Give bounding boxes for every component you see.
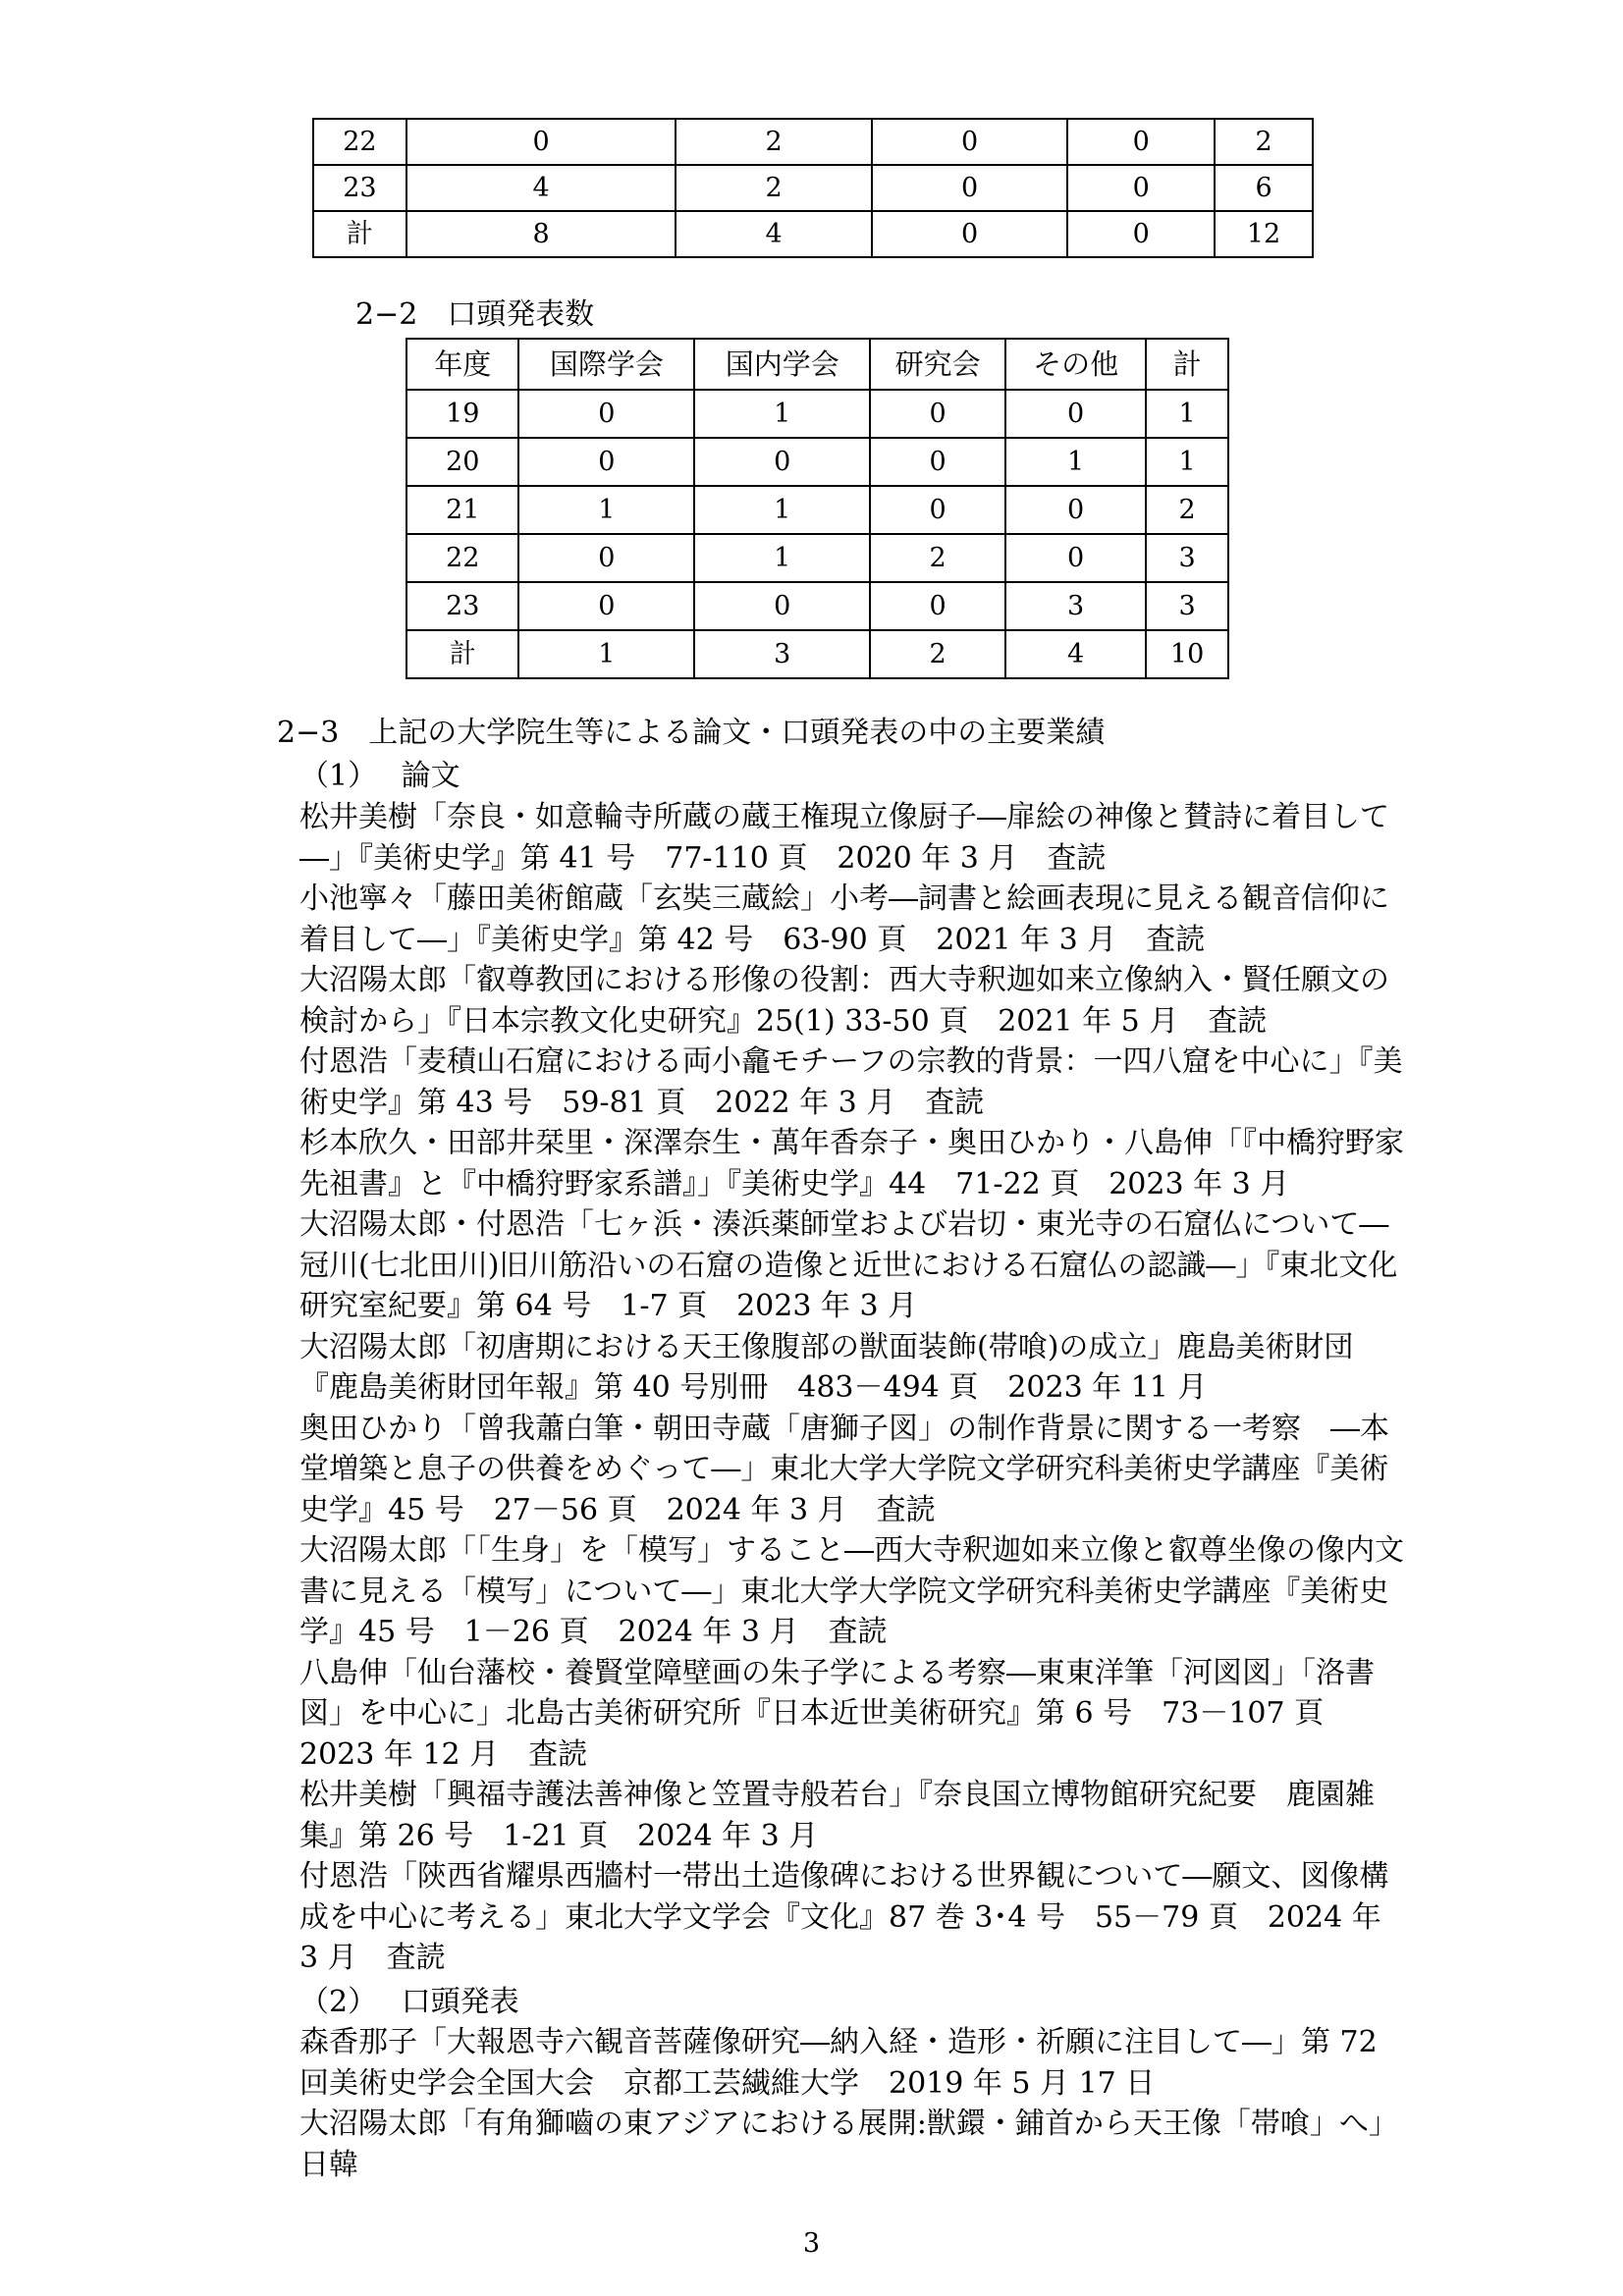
table-cell: 8	[406, 211, 676, 257]
table-cell: 22	[313, 119, 406, 165]
list-item: 大沼陽太郎「有角獅嚙の東アジアにおける展開:獣鐶・鋪首から天王像「帯喰」へ」 日韓	[299, 2107, 1413, 2182]
table-cell: 3	[1146, 582, 1228, 630]
table-cell: 12	[1215, 211, 1313, 257]
table-cell: 23	[313, 165, 406, 211]
list-item: 付恩浩「陝西省耀県西牆村一帯出土造像碑における世界観について―願文、図像構成を中心に考える」東北大学文学会『文化』87 巻 3･4 号 55－79 頁 2024 年 3 月 査読	[299, 1859, 1389, 1975]
table-row	[313, 119, 1313, 165]
table-header-cell: 計	[1146, 339, 1228, 390]
table-cell: 0	[872, 165, 1068, 211]
table-cell: 4	[406, 165, 676, 211]
table-cell: 2	[676, 165, 872, 211]
table-cell: 0	[870, 582, 1005, 630]
table-cell: 0	[870, 486, 1005, 534]
table-row	[406, 534, 1228, 582]
list-item: 大沼陽太郎「初唐期における天王像腹部の獣面装飾(帯喰)の成立」鹿島美術財団『鹿島美術財団年報』第 40 号別冊 483－494 頁 2023 年 11 月	[299, 1329, 1354, 1405]
list-item: 大沼陽太郎・付恩浩「七ヶ浜・湊浜薬師堂および岩切・東光寺の石窟仏について―冠川(七北田川)旧川筋沿いの石窟の造像と近世における石窟仏の認識―」『東北文化研究室紀要』第 64 号 1-7 頁 2023 年 3 月	[299, 1207, 1398, 1323]
table-cell: 1	[1005, 438, 1146, 486]
table-cell: 1	[694, 486, 870, 534]
table-row	[406, 390, 1228, 438]
oral-list	[299, 2022, 1413, 2185]
table-cell: 0	[406, 119, 676, 165]
papers-subheading: （1） 論文	[299, 759, 460, 793]
table-cell: 計	[406, 630, 518, 678]
table-cell: 0	[1005, 534, 1146, 582]
papers-list	[299, 797, 1409, 1979]
table-cell: 0	[1067, 119, 1215, 165]
table-cell: 1	[518, 486, 694, 534]
table-cell: 19	[406, 390, 518, 438]
page-number: 3	[802, 2228, 821, 2259]
table-header-cell: 国際学会	[518, 339, 694, 390]
table-cell: 0	[870, 390, 1005, 438]
list-item: 松井美樹「奈良・如意輪寺所蔵の蔵王権現立像厨子―扉絵の神像と賛詩に着目して―」『美術史学』第 41 号 77-110 頁 2020 年 3 月 査読	[299, 800, 1389, 876]
table-cell: 0	[518, 390, 694, 438]
table-cell: 3	[1005, 582, 1146, 630]
table-header-cell: 研究会	[870, 339, 1005, 390]
oral-presentation-count-table	[406, 338, 1229, 679]
summary-table-top	[312, 118, 1314, 258]
table-cell: 2	[870, 534, 1005, 582]
table-header-cell: 国内学会	[694, 339, 870, 390]
table-cell: 0	[518, 582, 694, 630]
table-cell: 3	[694, 630, 870, 678]
list-item: 付恩浩「麦積山石窟における両小龕モチーフの宗教的背景：一四八窟を中心に」『美術史学』第 43 号 59-81 頁 2022 年 3 月 査読	[299, 1044, 1403, 1120]
table-row	[313, 165, 1313, 211]
list-item: 小池寧々「藤田美術館蔵「玄奘三蔵絵」小考―詞書と絵画表現に見える観音信仰に着目して―」『美術史学』第 42 号 63-90 頁 2021 年 3 月 査読	[299, 881, 1389, 957]
table-cell: 0	[1067, 211, 1215, 257]
section-2-2-heading: 2−2 口頭発表数	[355, 297, 595, 332]
table-cell: 2	[1215, 119, 1313, 165]
table-cell: 23	[406, 582, 518, 630]
table-cell: 1	[694, 534, 870, 582]
table-header-row	[406, 339, 1228, 390]
table-row	[406, 486, 1228, 534]
table-header-cell: その他	[1005, 339, 1146, 390]
table-cell: 計	[313, 211, 406, 257]
table-cell: 1	[694, 390, 870, 438]
table-cell: 1	[1146, 438, 1228, 486]
table-cell: 0	[872, 211, 1068, 257]
list-item: 奥田ひかり「曾我蕭白筆・朝田寺蔵「唐獅子図」の制作背景に関する一考察 ―本堂増築と息子の供養をめぐって―」東北大学大学院文学研究科美術史学講座『美術史学』45 号 27－56 頁 2024 年 3 月 査読	[299, 1411, 1389, 1527]
table-row	[406, 582, 1228, 630]
table-cell: 20	[406, 438, 518, 486]
list-item: 大沼陽太郎「「生身」を「模写」すること―西大寺釈迦如来立像と叡尊坐像の像内文書に見える「模写」について―」東北大学大学院文学研究科美術史学講座『美術史学』45 号 1－26 頁 2024 年 3 月 査読	[299, 1533, 1404, 1649]
list-item: 杉本欣久・田部井栞里・深澤奈生・萬年香奈子・奥田ひかり・八島伸「『中橋狩野家先祖書』と『中橋狩野家系譜』」『美術史学』44 71-22 頁 2023 年 3 月	[299, 1126, 1404, 1201]
section-2-3-heading: 2−3 上記の大学院生等による論文・口頭発表の中の主要業績	[277, 716, 1106, 750]
table-cell: 0	[518, 438, 694, 486]
list-item: 大沼陽太郎「叡尊教団における形像の役割：西大寺釈迦如来立像納入・賢任願文の検討から」『日本宗教文化史研究』25(1) 33-50 頁 2021 年 5 月 査読	[299, 963, 1389, 1039]
table-cell: 2	[676, 119, 872, 165]
table-cell: 0	[872, 119, 1068, 165]
table-header-cell: 年度	[406, 339, 518, 390]
table-cell: 2	[870, 630, 1005, 678]
table-row	[406, 438, 1228, 486]
table-cell: 0	[1005, 486, 1146, 534]
table-cell: 0	[1067, 165, 1215, 211]
table-cell: 4	[676, 211, 872, 257]
table-row	[313, 211, 1313, 257]
table-cell: 0	[694, 582, 870, 630]
table-cell: 0	[518, 534, 694, 582]
list-item: 森香那子「大報恩寺六観音菩薩像研究―納入経・造形・祈願に注目して―」第 72 回美術史学会全国大会 京都工芸繊維大学 2019 年 5 月 17 日	[299, 2025, 1378, 2101]
table-cell: 21	[406, 486, 518, 534]
table-cell: 1	[1146, 390, 1228, 438]
list-item: 松井美樹「興福寺護法善神像と笠置寺般若台」『奈良国立博物館研究紀要 鹿園雑集』第 26 号 1-21 頁 2024 年 3 月	[299, 1778, 1375, 1853]
table-cell: 1	[518, 630, 694, 678]
list-item: 八島伸「仙台藩校・養賢堂障壁画の朱子学による考察―東東洋筆「河図図」「洛書図」を中心に」北島古美術研究所『日本近世美術研究』第 6 号 73－107 頁 2023 年 12 月 査読	[299, 1655, 1375, 1772]
table-cell: 4	[1005, 630, 1146, 678]
table-cell: 0	[694, 438, 870, 486]
table-cell: 0	[870, 438, 1005, 486]
table-cell: 22	[406, 534, 518, 582]
table-cell: 6	[1215, 165, 1313, 211]
table-cell: 0	[1005, 390, 1146, 438]
table-cell: 10	[1146, 630, 1228, 678]
table-cell: 2	[1146, 486, 1228, 534]
table-cell: 3	[1146, 534, 1228, 582]
table-row	[406, 630, 1228, 678]
oral-subheading: （2） 口頭発表	[299, 1985, 519, 2019]
